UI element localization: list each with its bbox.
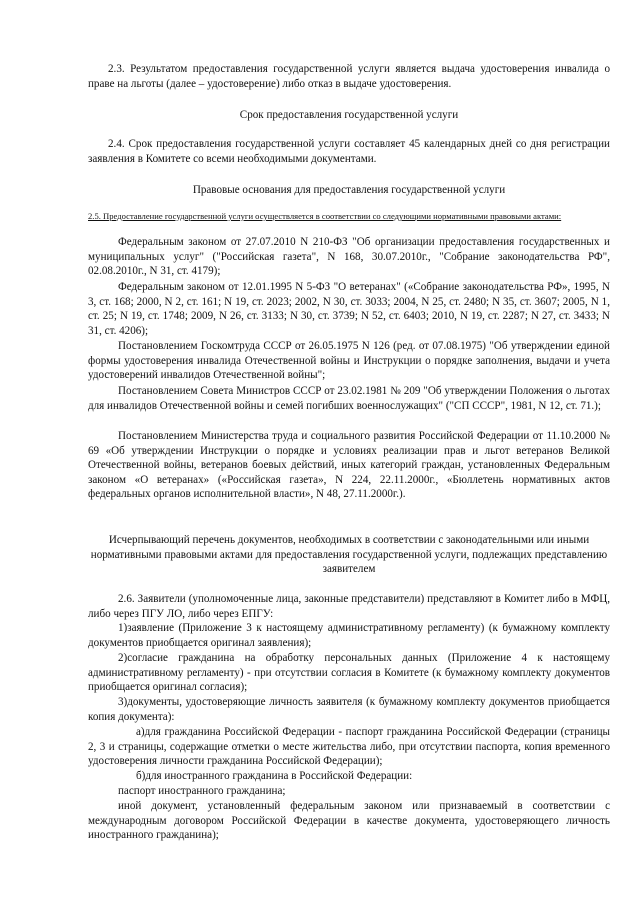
list-item-3b-passport: паспорт иностранного гражданина; — [118, 785, 286, 797]
list-item-2: 2)согласие гражданина на обработку персональных данных (Приложение 4 к настоящему административному регламенту) - при отсутствии согласия в Комитете (к бумажному комплекту документов приобщается оригинал согласия); — [88, 652, 610, 694]
list-item-3b: б)для иностранного гражданина в Российской Федерации: — [136, 770, 413, 782]
law-goskomtrud-126: Постановлением Госкомтруда СССР от 26.05.1975 N 126 (ред. от 07.08.1975) "Об утверждении единой формы удостоверения инвалида Отечественной войны и Инструкции о порядке заполнения, выдачи и учета удостоверений инвалидов Отечественной войны"; — [88, 340, 610, 382]
law-mintrud-69: Постановлением Министерства труда и социального развития Российской Федерации от 11.10.2000 № 69 «Об утверждении Инструкции о порядке и условиях реализации прав и льгот ветеранов Великой Отечественной войны, ветеранов боевых действий, иных категорий граждан, установленных Федеральным законом «О ветеранах» («Российская газета», N 224, 22.11.2000г., «Бюллетень нормативных актов федеральных органов исполнительной власти», N 48, 27.11.2000г.). — [88, 430, 610, 501]
heading-perechen-dokumentov: Исчерпывающий перечень документов, необходимых в соответствии с законодательными или иными нормативными правовыми актами для предоставления государственной услуги, подлежащих представлению заявителем — [90, 534, 608, 576]
list-item-3b-other-document: иной документ, установленный федеральным законом или признаваемый в соответствии с международным договором Российской Федерации в качестве документа, удостоверяющего личность иностранного гражданина); — [88, 800, 610, 842]
list-item-1: 1)заявление (Приложение 3 к настоящему административному регламенту) (к бумажному комплекту документов приобщается оригинал заявления); — [88, 622, 610, 649]
law-sovmin-209: Постановлением Совета Министров СССР от 23.02.1981 № 209 "Об утверждении Положения о льготах для инвалидов Отечественной войны и семей погибших военнослужащих" ("СП СССР", 1981, N 12, ст. 71.); — [88, 385, 610, 412]
paragraph-2-4: 2.4. Срок предоставления государственной услуги составляет 45 календарных дней со дня регистрации заявления в Комитете со всеми необходимыми документами. — [88, 138, 610, 165]
paragraph-2-5: 2.5. Предоставление государственной услуги осуществляется в соответствии со следующими нормативными правовыми актами: — [88, 211, 562, 221]
list-item-3: 3)документы, удостоверяющие личность заявителя (к бумажному комплекту документов приобщается копия документа): — [88, 696, 610, 723]
law-210-fz: Федеральным законом от 27.07.2010 N 210-ФЗ "Об организации предоставления государственных и муниципальных услуг" ("Российская газета", N 168, 30.07.2010г., "Собрание законодательства РФ", 02.08.2010г., N 31, ст. 4179); — [88, 236, 610, 278]
paragraph-2-3: 2.3. Результатом предоставления государственной услуги является выдача удостоверения инвалида о праве на льготы (далее – удостоверение) либо отказ в выдаче удостоверения. — [88, 63, 610, 90]
heading-pravovye-osnovaniya: Правовые основания для предоставления государственной услуги — [192, 184, 506, 196]
law-5-fz: Федеральным законом от 12.01.1995 N 5-ФЗ "О ветеранах" («Собрание законодательства РФ», 1995, N 3, ст. 168; 2000, N 2, ст. 161; N 19, ст. 2023; 2002, N 30, ст. 3033; 2004, N 25, ст. 2480; N 35, ст. 3607; 2005, N 1, ст. 25; N 19, ст. 1748; 2009, N 26, ст. 3133; N 30, ст. 3739; N 52, ст. 6403; 2010, N 19, ст. 2287; N 27, ст. 3433; N 31, ст. 4206); — [88, 281, 610, 337]
heading-srok: Срок предоставления государственной услуги — [239, 109, 459, 121]
paragraph-2-6: 2.6. Заявители (уполномоченные лица, законные представители) представляют в Комитет либо в МФЦ, либо через ПГУ ЛО, либо через ЕПГУ: — [88, 593, 610, 620]
list-item-3a: а)для гражданина Российской Федерации - паспорт гражданина Российской Федерации (страницы 2, 3 и страницы, содержащие отметки о месте жительства либо, при отсутствии паспорта, копия временного удостоверения личности гражданина Российской Федерации); — [88, 726, 610, 768]
